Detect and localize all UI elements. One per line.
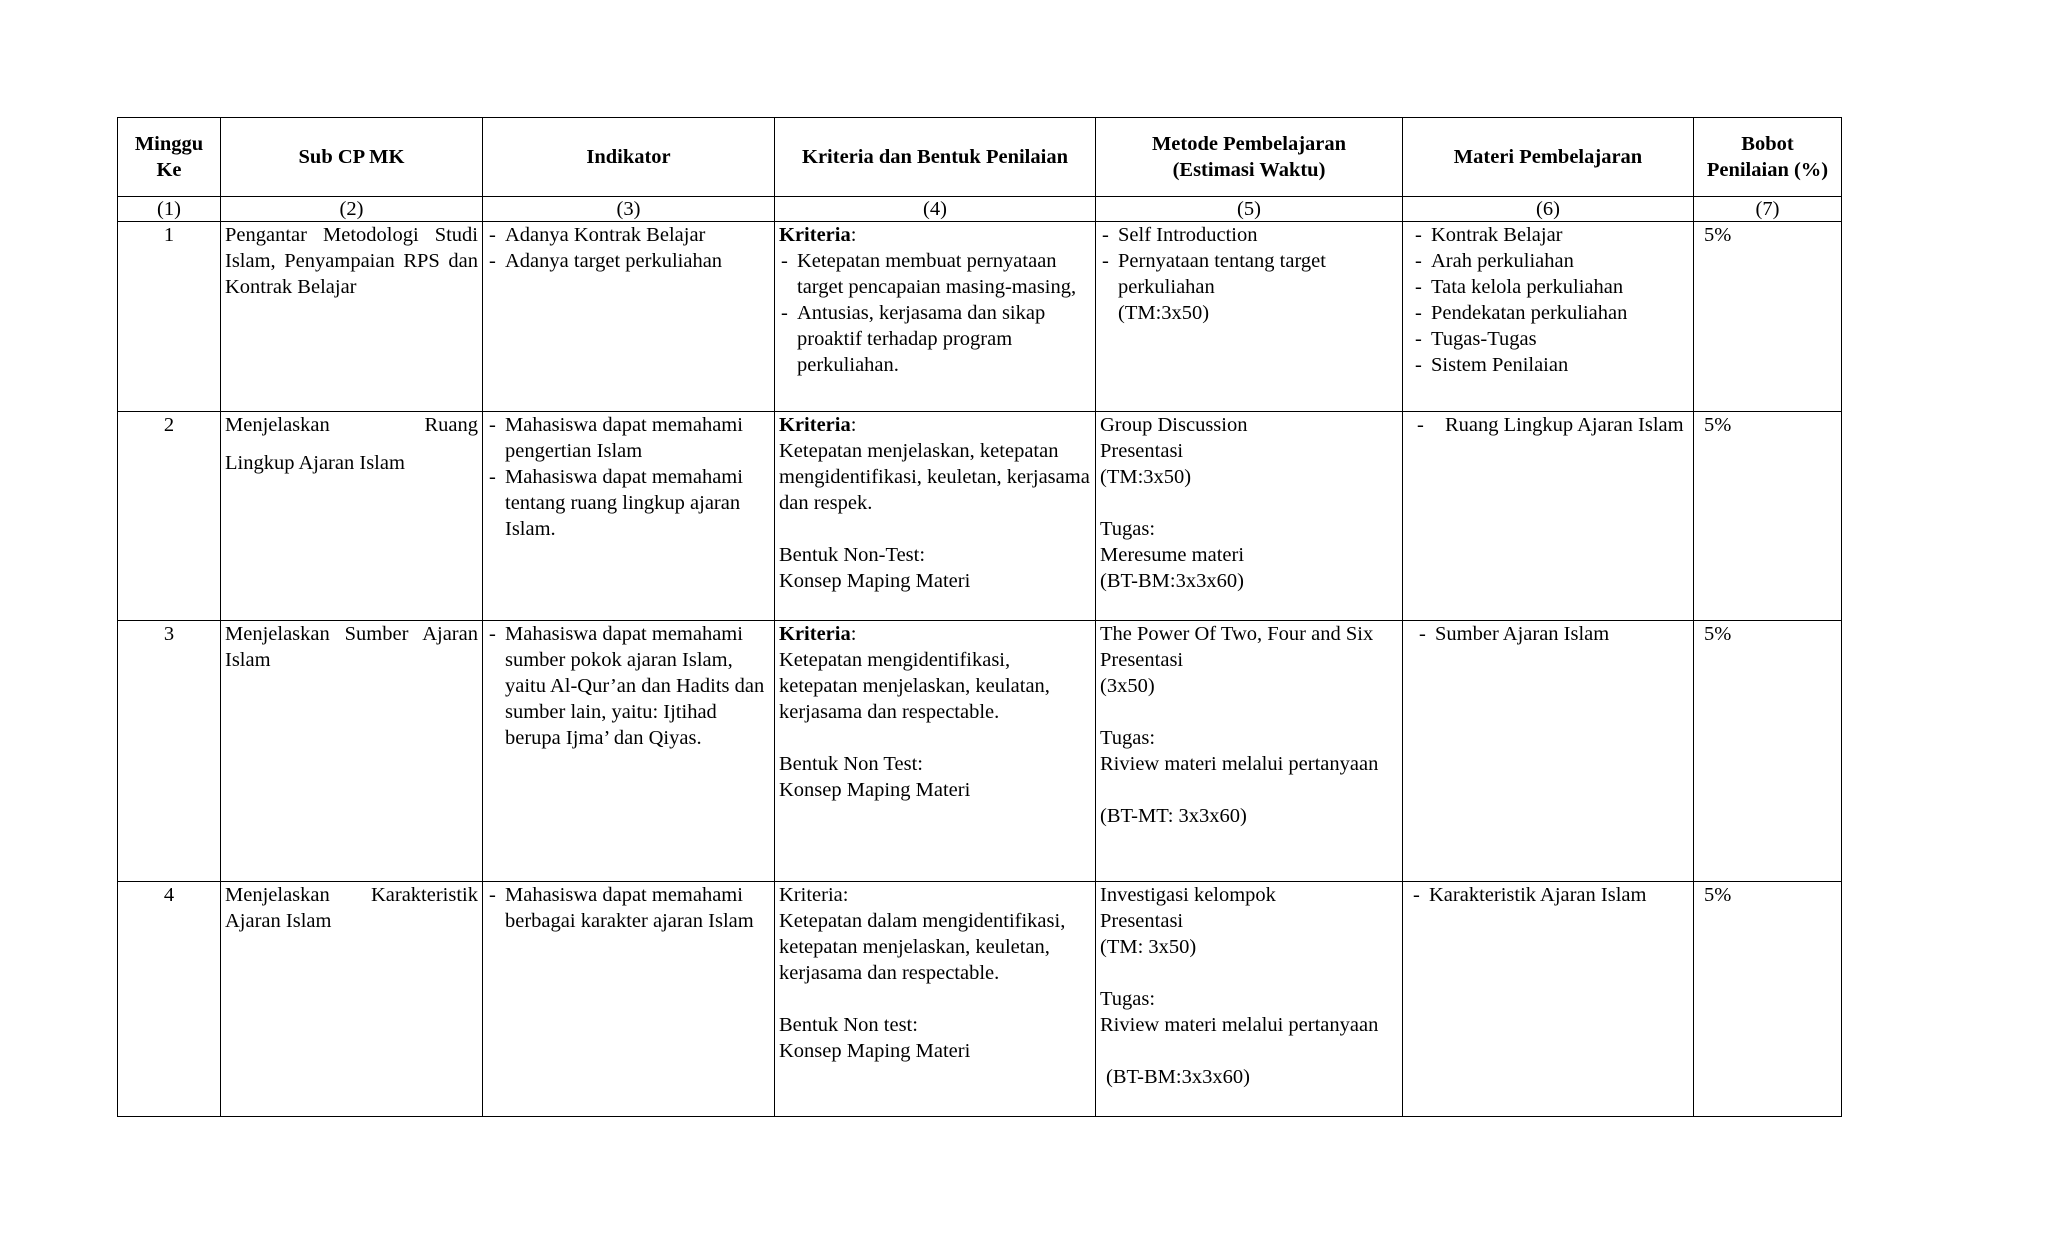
materi-cell bbox=[1403, 222, 1694, 412]
table-row-week-2 bbox=[118, 412, 1842, 621]
week-number: 2 bbox=[118, 412, 221, 621]
list-item: - Ketepatan membuat pernyataan target pencapaian masing-masing, bbox=[779, 248, 1091, 300]
kriteria-cell: Kriteria: Ketepatan menjelaskan, ketepatan mengidentifikasi, keuletan, kerjasama dan respek. Bentuk Non-Test: Konsep Maping Materi bbox=[775, 412, 1096, 621]
tugas-label: Tugas: bbox=[1100, 727, 1156, 749]
spacer bbox=[1100, 777, 1398, 803]
week-number: 4 bbox=[118, 882, 221, 1117]
header-metode-line1: Metode Pembelajaran bbox=[1151, 133, 1347, 155]
header-metode-line2: (Estimasi Waktu) bbox=[1172, 159, 1326, 181]
metode-line: Investigasi kelompok bbox=[1100, 884, 1276, 906]
bobot-cell: 5% bbox=[1694, 621, 1842, 882]
tugas-text: Riview materi melalui pertanyaan bbox=[1100, 1014, 1379, 1036]
col-number: (7) bbox=[1694, 197, 1842, 222]
table-row-week-1 bbox=[118, 222, 1842, 412]
materi-list bbox=[1411, 882, 1689, 908]
header-materi: Materi Pembelajaran bbox=[1403, 118, 1694, 197]
metode-time: (TM:3x50) bbox=[1118, 302, 1210, 324]
tugas-label: Tugas: bbox=[1100, 988, 1156, 1010]
materi-cell bbox=[1403, 621, 1694, 882]
metode-time: (TM: 3x50) bbox=[1100, 936, 1197, 958]
bentuk-label: Bentuk Non Test: bbox=[779, 753, 923, 775]
spacer bbox=[779, 516, 1091, 542]
tugas-time: (BT-BM:3x3x60) bbox=[1100, 570, 1244, 592]
list-item: - Tugas-Tugas bbox=[1413, 326, 1689, 352]
bobot-cell: 5% bbox=[1694, 882, 1842, 1117]
spacer bbox=[779, 986, 1091, 1012]
kriteria-text: Ketepatan dalam mengidentifikasi, ketepatan menjelaskan, keuletan, kerjasama dan respectable. bbox=[779, 910, 1066, 984]
week-number: 3 bbox=[118, 621, 221, 882]
metode-time: (TM:3x50) bbox=[1100, 466, 1192, 488]
indikator-list bbox=[487, 222, 770, 274]
subcp-line: Menjelaskan Ruang bbox=[225, 414, 478, 436]
metode-list bbox=[1100, 222, 1398, 300]
materi-cell bbox=[1403, 412, 1694, 621]
kriteria-label: Kriteria: bbox=[779, 884, 849, 906]
spacer bbox=[1100, 490, 1398, 516]
list-item: - Mahasiswa dapat memahami sumber pokok ajaran Islam, yaitu Al-Qur’an dan Hadits dan sumber lain, yaitu: Ijtihad berupa Ijma’ dan Qiyas. bbox=[487, 621, 770, 751]
bentuk-text: Konsep Maping Materi bbox=[779, 1040, 971, 1062]
list-item: - Karakteristik Ajaran Islam bbox=[1411, 882, 1689, 908]
kriteria-cell: Kriteria: Ketepatan mengidentifikasi, ketepatan menjelaskan, keulatan, kerjasama dan respectable. Bentuk Non Test: Konsep Maping Materi bbox=[775, 621, 1096, 882]
metode-cell bbox=[1096, 621, 1403, 882]
kriteria-cell: Kriteria: - Ketepatan membuat pernyataan target pencapaian masing-masing, - Antusias, kerjasama dan sikap proaktif terhadap program perkuliahan. bbox=[775, 222, 1096, 412]
list-item: - Antusias, kerjasama dan sikap proaktif terhadap program perkuliahan. bbox=[779, 300, 1091, 378]
indikator-cell bbox=[483, 412, 775, 621]
header-metode bbox=[1096, 118, 1403, 197]
metode-time: (3x50) bbox=[1100, 675, 1155, 697]
bobot-cell: 5% bbox=[1694, 222, 1842, 412]
metode-line: Presentasi bbox=[1100, 649, 1184, 671]
header-minggu: Minggu Ke bbox=[118, 118, 221, 197]
spacer bbox=[779, 725, 1091, 751]
list-item: - Sistem Penilaian bbox=[1413, 352, 1689, 378]
tugas-label: Tugas: bbox=[1100, 518, 1156, 540]
col-number: (4) bbox=[775, 197, 1096, 222]
kriteria-label: Kriteria bbox=[779, 414, 851, 436]
kriteria-text: Ketepatan menjelaskan, ketepatan mengidentifikasi, keuletan, kerjasama dan respek. bbox=[779, 440, 1090, 514]
list-item: - Pendekatan perkuliahan bbox=[1413, 300, 1689, 326]
list-item: - Arah perkuliahan bbox=[1413, 248, 1689, 274]
indikator-list bbox=[487, 412, 770, 542]
header-row bbox=[118, 118, 1842, 197]
subcp-cell: Menjelaskan Karakteristik Ajaran Islam bbox=[221, 882, 483, 1117]
metode-line: Presentasi bbox=[1100, 910, 1184, 932]
materi-list bbox=[1417, 621, 1689, 647]
metode-line: Presentasi bbox=[1100, 440, 1184, 462]
kriteria-label: Kriteria bbox=[779, 224, 851, 246]
col-number: (5) bbox=[1096, 197, 1403, 222]
bentuk-label: Bentuk Non test: bbox=[779, 1014, 918, 1036]
list-item: - Kontrak Belajar bbox=[1413, 222, 1689, 248]
materi-list bbox=[1415, 412, 1689, 438]
header-subcp: Sub CP MK bbox=[221, 118, 483, 197]
list-item: - Adanya target perkuliahan bbox=[487, 248, 770, 274]
kriteria-list bbox=[779, 248, 1091, 378]
column-number-row bbox=[118, 197, 1842, 222]
rps-table bbox=[117, 117, 1842, 1117]
bentuk-label: Bentuk Non-Test: bbox=[779, 544, 926, 566]
metode-line: Group Discussion bbox=[1100, 414, 1248, 436]
spacer bbox=[1100, 1038, 1398, 1064]
list-item: - Mahasiswa dapat memahami pengertian Islam bbox=[487, 412, 770, 464]
indikator-cell bbox=[483, 882, 775, 1117]
col-number: (3) bbox=[483, 197, 775, 222]
subcp-cell: Pengantar Metodologi Studi Islam, Penyampaian RPS dan Kontrak Belajar bbox=[221, 222, 483, 412]
subcp-cell: Menjelaskan Sumber Ajaran Islam bbox=[221, 621, 483, 882]
kriteria-label: Kriteria bbox=[779, 623, 851, 645]
metode-cell bbox=[1096, 222, 1403, 412]
list-item: - Adanya Kontrak Belajar bbox=[487, 222, 770, 248]
list-item: - Mahasiswa dapat memahami tentang ruang lingkup ajaran Islam. bbox=[487, 464, 770, 542]
tugas-text: Riview materi melalui pertanyaan bbox=[1100, 753, 1379, 775]
indikator-cell bbox=[483, 621, 775, 882]
metode-line: The Power Of Two, Four and Six bbox=[1100, 623, 1374, 645]
indikator-list bbox=[487, 621, 770, 751]
header-kriteria: Kriteria dan Bentuk Penilaian bbox=[775, 118, 1096, 197]
materi-cell bbox=[1403, 882, 1694, 1117]
bentuk-text: Konsep Maping Materi bbox=[779, 779, 971, 801]
header-bobot: Bobot Penilaian (%) bbox=[1694, 118, 1842, 197]
kriteria-cell bbox=[775, 882, 1096, 1117]
list-item: - Pernyataan tentang target perkuliahan bbox=[1100, 248, 1398, 300]
tugas-time: (BT-MT: 3x3x60) bbox=[1100, 805, 1247, 827]
list-item: - Self Introduction bbox=[1100, 222, 1398, 248]
spacer bbox=[1100, 699, 1398, 725]
table-row-week-3 bbox=[118, 621, 1842, 882]
table-row-week-4 bbox=[118, 882, 1842, 1117]
indikator-list bbox=[487, 882, 770, 934]
tugas-text: Meresume materi bbox=[1100, 544, 1245, 566]
col-number: (1) bbox=[118, 197, 221, 222]
subcp-cell bbox=[221, 412, 483, 621]
kriteria-text: Ketepatan mengidentifikasi, ketepatan menjelaskan, keulatan, kerjasama dan respectable. bbox=[779, 649, 1050, 723]
col-number: (6) bbox=[1403, 197, 1694, 222]
header-indikator: Indikator bbox=[483, 118, 775, 197]
list-item: - Ruang Lingkup Ajaran Islam bbox=[1415, 412, 1689, 438]
subcp-line: Lingkup Ajaran Islam bbox=[225, 452, 405, 474]
bobot-cell: 5% bbox=[1694, 412, 1842, 621]
materi-list bbox=[1413, 222, 1689, 378]
metode-cell bbox=[1096, 882, 1403, 1117]
list-item: - Tata kelola perkuliahan bbox=[1413, 274, 1689, 300]
spacer bbox=[1100, 960, 1398, 986]
list-item: - Sumber Ajaran Islam bbox=[1417, 621, 1689, 647]
metode-cell bbox=[1096, 412, 1403, 621]
list-item: - Mahasiswa dapat memahami berbagai karakter ajaran Islam bbox=[487, 882, 770, 934]
bentuk-text: Konsep Maping Materi bbox=[779, 570, 971, 592]
tugas-time: (BT-BM:3x3x60) bbox=[1106, 1066, 1250, 1088]
indikator-cell bbox=[483, 222, 775, 412]
col-number: (2) bbox=[221, 197, 483, 222]
week-number: 1 bbox=[118, 222, 221, 412]
